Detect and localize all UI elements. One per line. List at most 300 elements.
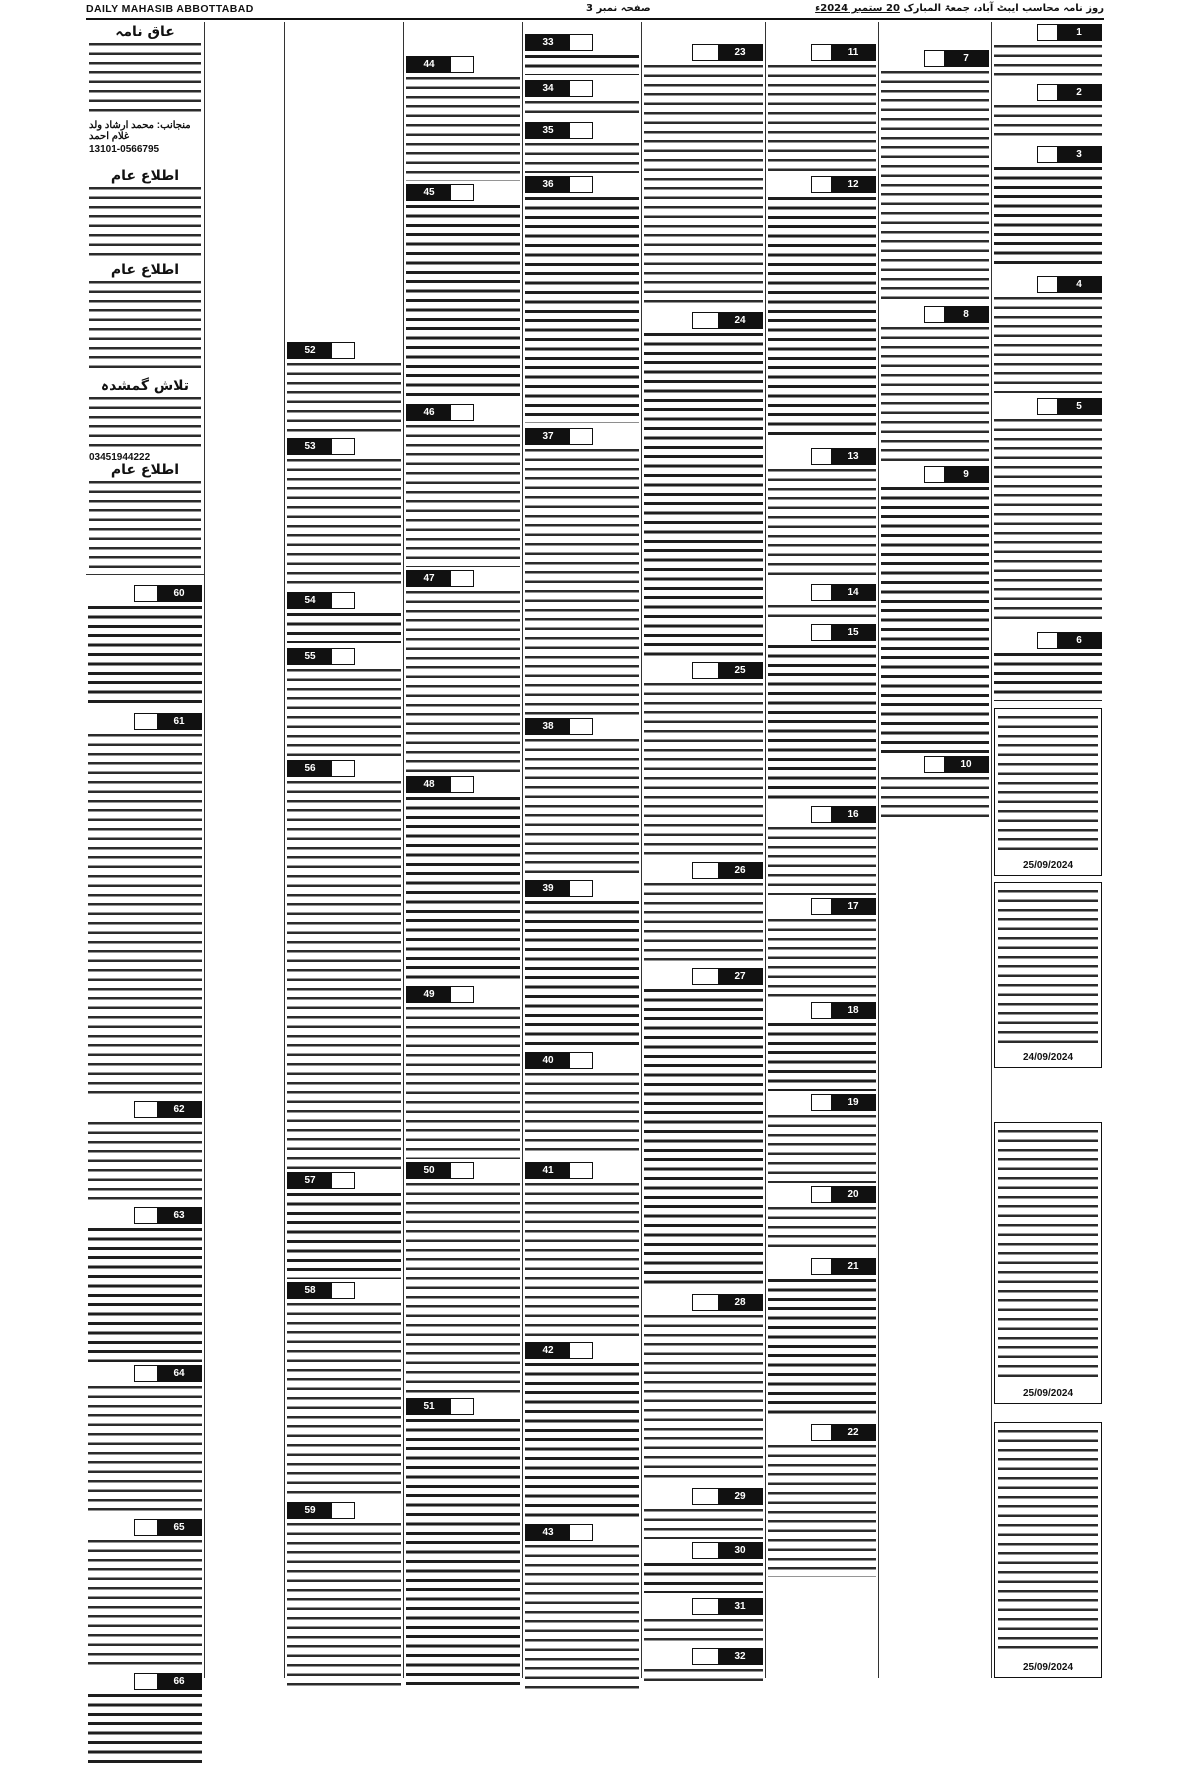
public-notice (89, 262, 201, 374)
classified-ad-42 (523, 1342, 641, 1524)
ad-number: 19 (847, 1097, 859, 1108)
classified-ad-6 (992, 632, 1104, 704)
ad-body-text (644, 880, 763, 963)
ad-number: 17 (847, 901, 859, 912)
ad-body-text (768, 1112, 876, 1183)
ad-number-label (811, 176, 876, 193)
ad-number: 55 (304, 651, 316, 662)
ad-number-label (811, 44, 876, 61)
ad-number-badge (718, 1489, 762, 1504)
ad-number: 29 (734, 1491, 746, 1502)
ad-body-text (525, 1360, 639, 1521)
ad-body-text (406, 794, 520, 983)
ad-number-badge (407, 405, 451, 420)
ad-number-badge (831, 1003, 875, 1018)
ad-number-label (406, 56, 474, 73)
ad-number-label (692, 1488, 763, 1505)
ad-number-label (134, 1101, 202, 1118)
classified-ad-39 (523, 880, 641, 1052)
ad-number: 61 (173, 716, 185, 727)
ad-number-badge (718, 969, 762, 984)
ad-number-label (406, 404, 474, 421)
ad-body-text (525, 98, 639, 117)
classified-ad-15 (766, 624, 878, 804)
ad-number: 13 (847, 451, 859, 462)
ad-number-badge (407, 1399, 451, 1414)
classified-ad-32 (642, 1648, 765, 1688)
ad-body-text (525, 736, 639, 877)
ad-body-text (525, 446, 639, 715)
ad-number: 63 (173, 1210, 185, 1221)
ad-number-label (525, 1052, 593, 1069)
ad-number-badge (157, 1674, 201, 1689)
ad-number-label (525, 1524, 593, 1541)
ad-number-label (811, 448, 876, 465)
ad-number-badge (831, 177, 875, 192)
ad-number: 9 (963, 469, 969, 480)
classified-ad-12 (766, 176, 878, 444)
ad-body-text (644, 680, 763, 857)
classified-ad-5 (992, 398, 1104, 628)
notice-title: اطلاع عام (110, 262, 180, 278)
ad-number: 45 (423, 187, 435, 198)
ad-number-label (287, 1282, 355, 1299)
ad-number-badge (831, 1425, 875, 1440)
ad-number-label (134, 1207, 202, 1224)
ad-number-label (811, 1094, 876, 1111)
ad-body-text (525, 1070, 639, 1157)
ad-number: 25 (734, 665, 746, 676)
classified-ad-43 (523, 1524, 641, 1694)
ad-number: 18 (847, 1005, 859, 1016)
ad-number-label (1037, 398, 1102, 415)
ad-number-label (692, 1648, 763, 1665)
ad-number: 66 (173, 1676, 185, 1687)
ad-number: 51 (423, 1401, 435, 1412)
ad-number-label (811, 1002, 876, 1019)
ad-number-badge (831, 1187, 875, 1202)
ad-body-text (768, 824, 876, 895)
classified-ad-16 (766, 806, 878, 898)
ad-number-badge (526, 177, 570, 192)
ad-number-badge (526, 1053, 570, 1068)
ad-number-badge (157, 586, 201, 601)
classified-ad-1 (992, 24, 1104, 82)
ad-body-text (994, 102, 1102, 141)
ad-number-label (525, 428, 593, 445)
ad-number-badge (718, 1295, 762, 1310)
classified-ad-53 (285, 438, 403, 592)
ad-body-text (644, 330, 763, 657)
ad-number-label (287, 648, 355, 665)
ad-number: 47 (423, 573, 435, 584)
ad-body-text (881, 774, 989, 823)
ad-number: 40 (542, 1055, 554, 1066)
ad-number-label (1037, 84, 1102, 101)
ad-body-text (525, 1180, 639, 1339)
ad-number-label (924, 756, 989, 773)
ad-body-text (994, 42, 1102, 79)
ad-number-badge (1057, 147, 1101, 162)
ad-number-badge (831, 1259, 875, 1274)
ad-number-badge (288, 593, 332, 608)
column-ads-60-66 (86, 585, 204, 1687)
ad-number-label (406, 776, 474, 793)
ad-number-badge (526, 81, 570, 96)
notice-phone: 13101-0566795 (89, 144, 160, 155)
ad-number: 41 (542, 1165, 554, 1176)
ad-body-text (88, 1383, 202, 1516)
ad-body-text (644, 1560, 763, 1593)
classified-ad-41 (523, 1162, 641, 1342)
classified-ad-14 (766, 584, 878, 622)
ad-number-badge (526, 123, 570, 138)
column-ads-1-6 (992, 22, 1104, 1678)
classified-ad-50 (404, 1162, 522, 1398)
column-ads-7-10 (879, 22, 991, 1678)
ad-number-badge (831, 1095, 875, 1110)
ad-number-label (924, 306, 989, 323)
ad-number-badge (831, 585, 875, 600)
ad-body-text (287, 1520, 401, 1689)
ad-body-text (88, 1225, 202, 1362)
classified-ad-38 (523, 718, 641, 880)
ad-body-text (406, 202, 520, 401)
ad-number-badge (526, 1525, 570, 1540)
ad-number-badge (718, 45, 762, 60)
ad-number: 23 (734, 47, 746, 58)
classified-ad-52 (285, 342, 403, 438)
ad-number: 64 (173, 1368, 185, 1379)
classified-ad-9 (879, 466, 991, 756)
ad-body-text (287, 1300, 401, 1499)
classified-ad-4 (992, 276, 1104, 396)
ad-number: 7 (963, 53, 969, 64)
court-notice (994, 882, 1102, 1068)
ad-number-label (525, 176, 593, 193)
ad-number-label (525, 1162, 593, 1179)
ad-number-badge (526, 719, 570, 734)
ad-number: 36 (542, 179, 554, 190)
disownment-notice (89, 24, 201, 155)
ad-body-text (644, 1312, 763, 1483)
classified-ad-27 (642, 968, 765, 1292)
ad-number-label (406, 570, 474, 587)
ad-body-text (994, 416, 1102, 625)
ad-number: 32 (734, 1651, 746, 1662)
ad-number-label (811, 624, 876, 641)
column-ads-52-59 (285, 22, 403, 1678)
classified-ad-2 (992, 84, 1104, 144)
newspaper-page (86, 2, 1104, 1687)
ad-number-label (525, 80, 593, 97)
public-notice (89, 462, 201, 570)
ad-number-badge (288, 343, 332, 358)
court-notice (994, 708, 1102, 876)
ad-number-badge (831, 45, 875, 60)
ad-number-label (811, 1186, 876, 1203)
classified-ad-46 (404, 404, 522, 570)
ad-number: 14 (847, 587, 859, 598)
ad-number-badge (718, 863, 762, 878)
ad-number-label (134, 1673, 202, 1690)
classified-ad-36 (523, 176, 641, 426)
ad-number: 21 (847, 1261, 859, 1272)
ad-number-label (692, 1598, 763, 1615)
ad-body-text (768, 642, 876, 801)
ad-number: 52 (304, 345, 316, 356)
ad-body-text (525, 1542, 639, 1691)
ad-number: 20 (847, 1189, 859, 1200)
ad-number-label (692, 44, 763, 61)
classified-ad-57 (285, 1172, 403, 1282)
ad-number: 42 (542, 1345, 554, 1356)
ad-number-label (525, 880, 593, 897)
ad-number-label (692, 862, 763, 879)
classified-ad-49 (404, 986, 522, 1162)
ad-number: 34 (542, 83, 554, 94)
classified-ad-56 (285, 760, 403, 1172)
ad-number-badge (288, 761, 332, 776)
ad-number-label (1037, 632, 1102, 649)
ad-number: 62 (173, 1104, 185, 1115)
ad-number-label (525, 34, 593, 51)
ad-number-badge (831, 449, 875, 464)
ad-number: 28 (734, 1297, 746, 1308)
ad-number-label (811, 584, 876, 601)
ad-number-badge (1057, 399, 1101, 414)
classified-ad-58 (285, 1282, 403, 1502)
ad-number: 4 (1076, 279, 1082, 290)
ad-number-badge (718, 663, 762, 678)
classified-ad-51 (404, 1398, 522, 1690)
classified-ad-34 (523, 80, 641, 120)
classified-ad-59 (285, 1502, 403, 1692)
hearing-date: 25/09/2024 (995, 1388, 1101, 1399)
ad-number-badge (944, 51, 988, 66)
classified-ad-23 (642, 44, 765, 310)
ad-number-label (406, 986, 474, 1003)
classified-ad-33 (523, 34, 641, 78)
notice-phone: 03451944222 (89, 452, 151, 463)
ad-body-text (644, 1616, 763, 1643)
ad-body-text (768, 1020, 876, 1091)
masthead (86, 2, 1104, 20)
hearing-date: 25/09/2024 (995, 860, 1101, 871)
classified-ad-30 (642, 1542, 765, 1596)
ad-body-text (525, 898, 639, 1049)
ad-body-text (994, 650, 1102, 701)
ad-number-badge (831, 625, 875, 640)
ad-number-badge (157, 1102, 201, 1117)
ad-number: 15 (847, 627, 859, 638)
paper-name: DAILY MAHASIB ABBOTTABAD (86, 3, 254, 15)
ad-body-text (287, 666, 401, 757)
classified-ad-3 (992, 146, 1104, 272)
ad-body-text (287, 1190, 401, 1279)
ad-body-text (644, 62, 763, 307)
ad-body-text (644, 1666, 763, 1685)
ad-number: 2 (1076, 87, 1082, 98)
ad-body-text (525, 194, 639, 423)
ad-number-badge (718, 313, 762, 328)
classified-ad-28 (642, 1294, 765, 1486)
classified-ad-29 (642, 1488, 765, 1542)
ad-number: 11 (847, 47, 859, 58)
ad-body-text (768, 916, 876, 999)
ad-number: 8 (963, 309, 969, 320)
classified-ad-47 (404, 570, 522, 776)
ad-number: 33 (542, 37, 554, 48)
ad-number-badge (407, 987, 451, 1002)
ad-body-text (406, 422, 520, 567)
ad-number-badge (944, 757, 988, 772)
ad-body-text (88, 603, 202, 708)
classified-ad-37 (523, 428, 641, 718)
classified-ad-10 (879, 756, 991, 826)
court-notice (994, 1122, 1102, 1404)
classified-ad-17 (766, 898, 878, 1002)
ad-number: 35 (542, 125, 554, 136)
ad-number-badge (944, 467, 988, 482)
ad-number-label (134, 1365, 202, 1382)
classified-ad-19 (766, 1094, 878, 1186)
ad-body-text (88, 731, 202, 1098)
notice-signer: منجانب: محمد ارشاد ولد غلام احمد (89, 120, 191, 142)
ad-number: 3 (1076, 149, 1082, 160)
ad-number-badge (407, 185, 451, 200)
classified-ad-62 (86, 1101, 204, 1207)
ad-number: 10 (960, 759, 972, 770)
ad-body-text (88, 1119, 202, 1204)
classified-ad-24 (642, 312, 765, 660)
ad-number: 56 (304, 763, 316, 774)
ad-body-text (881, 324, 989, 463)
ad-number-badge (407, 777, 451, 792)
ad-number-label (287, 438, 355, 455)
page-number: صفحہ نمبر 3 (586, 3, 651, 14)
classified-ad-48 (404, 776, 522, 986)
ad-number: 49 (423, 989, 435, 1000)
ad-number-label (525, 122, 593, 139)
ad-number-label (287, 1172, 355, 1189)
ad-number-label (1037, 276, 1102, 293)
column-ads-44-51 (404, 22, 522, 1678)
ad-body-text (287, 456, 401, 589)
ad-number: 54 (304, 595, 316, 606)
ad-number: 37 (542, 431, 554, 442)
ad-number: 27 (734, 971, 746, 982)
column-ads-11-22 (766, 22, 878, 1678)
ad-number-badge (718, 1543, 762, 1558)
ad-number-label (406, 184, 474, 201)
ad-number-label (287, 342, 355, 359)
ad-number-badge (407, 571, 451, 586)
ad-body-text (287, 610, 401, 643)
masthead-right (815, 3, 1104, 14)
ad-number-badge (526, 1163, 570, 1178)
classified-ad-54 (285, 592, 403, 646)
column-public-notices (86, 22, 204, 580)
ad-number: 30 (734, 1545, 746, 1556)
ad-number-badge (1057, 85, 1101, 100)
ad-number-badge (288, 439, 332, 454)
hearing-date: 25/09/2024 (995, 1662, 1101, 1673)
ad-number: 22 (847, 1427, 859, 1438)
notice-title: عاق نامہ (115, 24, 175, 40)
ad-number: 50 (423, 1165, 435, 1176)
classified-ad-18 (766, 1002, 878, 1094)
ad-number-label (692, 662, 763, 679)
ad-number: 53 (304, 441, 316, 452)
ad-body-text (406, 1180, 520, 1395)
classified-ad-45 (404, 184, 522, 404)
ad-number: 39 (542, 883, 554, 894)
classified-ad-8 (879, 306, 991, 466)
ad-body-text (406, 588, 520, 773)
ad-number-label (525, 718, 593, 735)
ad-number-badge (288, 1283, 332, 1298)
ad-number-badge (1057, 633, 1101, 648)
ad-body-text (406, 1004, 520, 1159)
ad-number-label (811, 898, 876, 915)
ad-number-label (692, 1294, 763, 1311)
ad-body-text (881, 484, 989, 753)
ad-number: 24 (734, 315, 746, 326)
classified-ad-21 (766, 1258, 878, 1422)
ad-number: 57 (304, 1175, 316, 1186)
column-ads-23-32 (642, 22, 765, 1678)
ad-body-text (768, 466, 876, 581)
ad-body-text (994, 294, 1102, 393)
ad-body-text (525, 52, 639, 75)
ad-number-label (692, 312, 763, 329)
classified-ad-65 (86, 1519, 204, 1673)
ad-number-badge (526, 429, 570, 444)
ad-number: 31 (734, 1601, 746, 1612)
masthead-title: روز نامہ محاسب ایبٹ آباد، جمعۃ المبارک (903, 3, 1104, 14)
missing-document-notice (89, 378, 201, 463)
classified-ad-66 (86, 1673, 204, 1769)
ad-number-label (1037, 24, 1102, 41)
ad-number-badge (407, 1163, 451, 1178)
ad-number-badge (831, 807, 875, 822)
ad-number-label (692, 1542, 763, 1559)
ad-number: 43 (542, 1527, 554, 1538)
classified-ad-25 (642, 662, 765, 860)
public-notice (89, 168, 201, 256)
ad-number-badge (718, 1649, 762, 1664)
notice-title: تلاش گمشدہ (100, 378, 190, 394)
ad-body-text (644, 986, 763, 1289)
ad-number: 48 (423, 779, 435, 790)
classified-ad-63 (86, 1207, 204, 1365)
ad-body-text (406, 1416, 520, 1687)
ad-number: 58 (304, 1285, 316, 1296)
ad-number: 12 (847, 179, 859, 190)
ad-number: 60 (173, 588, 185, 599)
ad-number-badge (157, 1520, 201, 1535)
classified-ad-44 (404, 56, 522, 184)
court-notice (994, 1422, 1102, 1678)
classified-ad-61 (86, 713, 204, 1101)
classified-ad-60 (86, 585, 204, 711)
ad-number-label (134, 713, 202, 730)
notice-title: اطلاع عام (110, 462, 180, 478)
ad-number-badge (1057, 277, 1101, 292)
ad-body-text (768, 194, 876, 441)
ad-number-label (525, 1342, 593, 1359)
